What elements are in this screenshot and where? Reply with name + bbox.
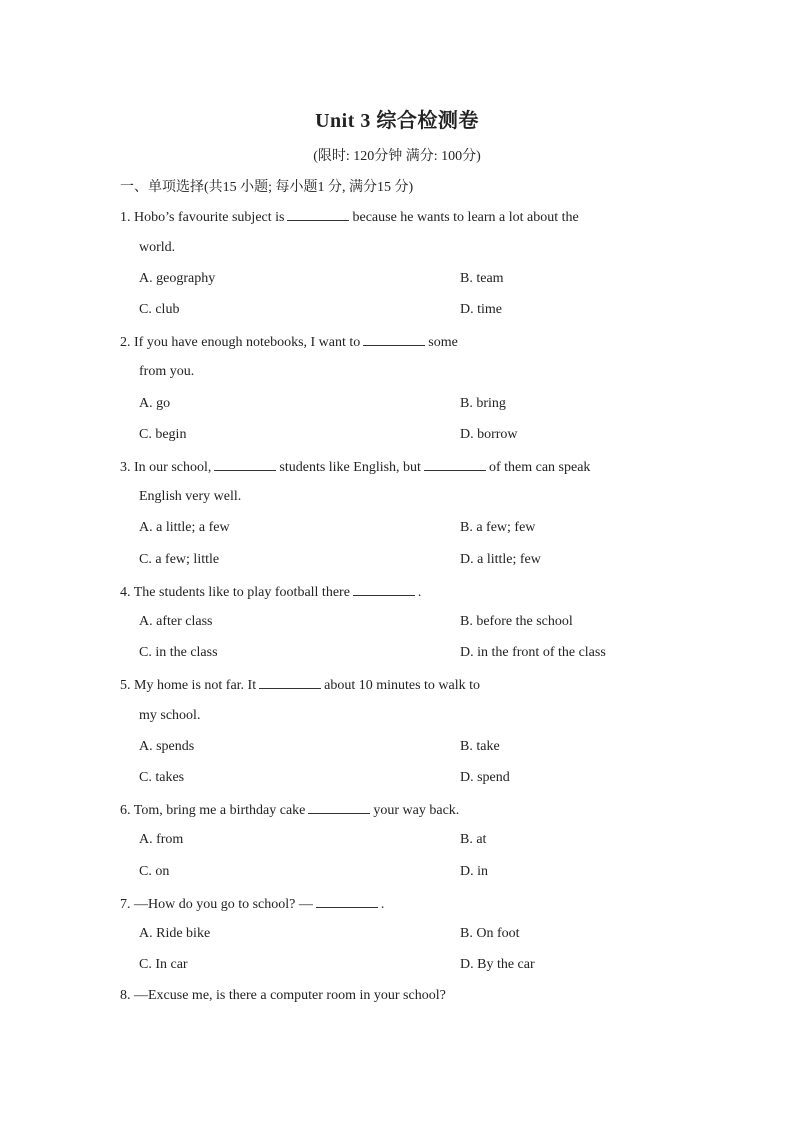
answer-blank <box>353 583 415 596</box>
question-2-option-d: D. borrow <box>460 427 518 442</box>
answer-blank <box>287 208 349 221</box>
question-2-stem <box>120 333 458 351</box>
question-4-option-c: C. in the class <box>139 645 218 660</box>
question-5-text-b: about 10 minutes to walk to <box>324 678 481 693</box>
question-1-text-b: because he wants to learn a lot about the <box>352 210 579 225</box>
question-6-stem <box>120 801 459 819</box>
question-4-option-b: B. before the school <box>460 614 573 629</box>
question-3-continuation: English very well. <box>139 489 242 504</box>
question-6-text-b: your way back. <box>373 803 460 818</box>
answer-blank <box>363 333 425 346</box>
question-7-option-a: A. Ride bike <box>139 926 211 941</box>
answer-blank <box>308 801 370 814</box>
page-title: Unit 3 综合检测卷 <box>315 110 479 132</box>
question-5-option-d: D. spend <box>460 770 510 785</box>
question-5-option-b: B. take <box>460 739 500 754</box>
question-5-continuation: my school. <box>139 708 201 723</box>
question-4-option-a: A. after class <box>139 614 213 629</box>
section-heading: 一、单项选择(共15 小题; 每小题1 分, 满分15 分) <box>120 180 414 195</box>
question-2-option-c: C. begin <box>139 427 187 442</box>
question-8-stem: 8. —Excuse me, is there a computer room in your school? <box>120 988 446 1003</box>
question-1-option-d: D. time <box>460 302 502 317</box>
question-1-continuation: world. <box>139 240 176 255</box>
question-1-stem <box>120 208 579 226</box>
answer-blank <box>214 458 276 471</box>
question-4-text-a: 4. The students like to play football there <box>120 585 350 600</box>
question-7-option-c: C. In car <box>139 957 188 972</box>
question-4-text-b: . <box>417 585 422 600</box>
question-5-option-a: A. spends <box>139 739 195 754</box>
question-4-option-d: D. in the front of the class <box>460 645 606 660</box>
question-1-text-a: 1. Hobo’s favourite subject is <box>120 210 285 225</box>
question-2-continuation: from you. <box>139 364 195 379</box>
question-7-text-b: . <box>380 897 385 912</box>
question-3-stem <box>120 458 590 476</box>
question-3-text-b: students like English, but <box>279 460 421 475</box>
question-6-option-d: D. in <box>460 864 488 879</box>
question-2-option-b: B. bring <box>460 396 506 411</box>
question-5-text-a: 5. My home is not far. It <box>120 678 257 693</box>
question-6-option-c: C. on <box>139 864 170 879</box>
question-4-stem <box>120 583 421 601</box>
question-6-text-a: 6. Tom, bring me a birthday cake <box>120 803 306 818</box>
question-5-option-c: C. takes <box>139 770 185 785</box>
question-7-stem <box>120 895 384 913</box>
answer-blank <box>259 676 321 689</box>
question-1-option-a: A. geography <box>139 271 216 286</box>
question-3-option-d: D. a little; few <box>460 552 541 567</box>
question-2-option-a: A. go <box>139 396 171 411</box>
question-6-option-a: A. from <box>139 832 184 847</box>
question-6-option-b: B. at <box>460 832 487 847</box>
question-3-option-b: B. a few; few <box>460 520 536 535</box>
question-3-text-a: 3. In our school, <box>120 460 212 475</box>
question-3-text-c: of them can speak <box>488 460 591 475</box>
question-2-text-b: some <box>428 335 458 350</box>
question-3-option-c: C. a few; little <box>139 552 220 567</box>
answer-blank <box>424 458 486 471</box>
question-2-text-a: 2. If you have enough notebooks, I want to <box>120 335 361 350</box>
question-3-option-a: A. a little; a few <box>139 520 230 535</box>
question-5-stem <box>120 676 480 694</box>
question-1-option-c: C. club <box>139 302 180 317</box>
answer-blank <box>316 895 378 908</box>
question-7-option-b: B. On foot <box>460 926 520 941</box>
exam-time-score-info: (限时: 120分钟 满分: 100分) <box>313 149 481 164</box>
question-7-text-a: 7. —How do you go to school? — <box>120 897 313 912</box>
question-7-option-d: D. By the car <box>460 957 535 972</box>
question-1-option-b: B. team <box>460 271 504 286</box>
